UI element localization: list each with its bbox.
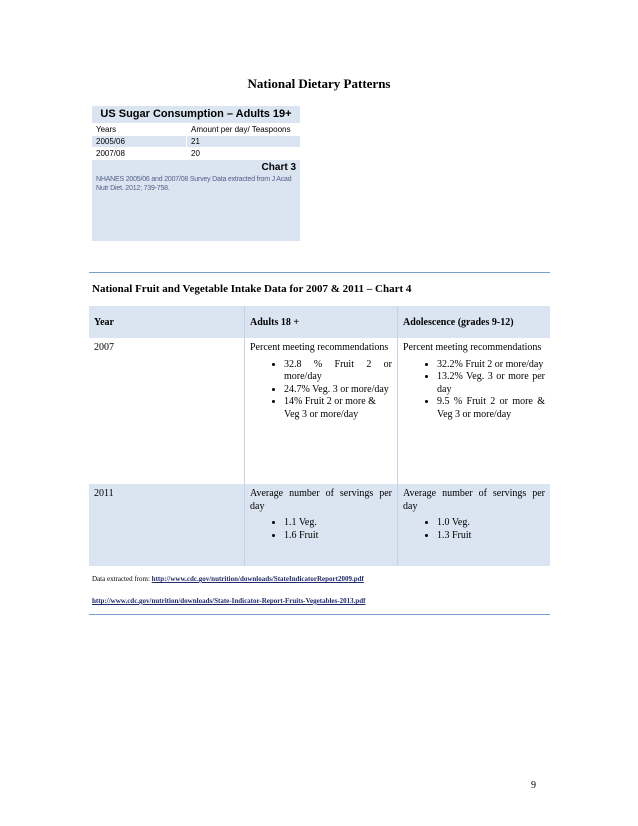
adol-2011-list [403, 517, 545, 542]
list-item: • 13.2% Veg. 3 or more per day [437, 371, 545, 396]
adults-2011-intro: Average number of servings per day [250, 488, 392, 512]
table-row-value: 21 [187, 136, 301, 148]
list-item: • 1.6 Fruit [284, 530, 392, 543]
list-item: • 9.5 % Fruit 2 or more & Veg 3 or more/day [437, 396, 545, 421]
table-row [89, 338, 550, 484]
list-item: • 32.2% Fruit 2 or more/day [437, 359, 545, 372]
header-year: Year [89, 306, 245, 338]
source-link-1[interactable]: http://www.cdc.gov/nutrition/downloads/StateIndicatorReport2009.pdf [151, 575, 364, 583]
adol-2011-intro: Average number of servings per day [403, 488, 545, 512]
list-item: • 32.8 % Fruit 2 or more/day [284, 359, 392, 384]
source-line-2 [92, 597, 365, 605]
chart3-label: Chart 3 [92, 159, 300, 173]
source-line-1 [92, 575, 364, 583]
chart3-title: US Sugar Consumption – Adults 19+ [92, 106, 300, 123]
page-number: 9 [531, 780, 536, 791]
adol-2007-intro: Percent meeting recommendations [403, 342, 542, 353]
list-item: • 14% Fruit 2 or more & Veg 3 or more/day [284, 396, 392, 421]
table-row [89, 484, 550, 566]
divider [89, 614, 550, 615]
chart3-grid [92, 123, 300, 159]
source-link-2[interactable]: http://www.cdc.gov/nutrition/downloads/State-Indicator-Report-Fruits-Vegetables-2013.pdf [92, 597, 366, 605]
header-amount: Amount per day/ Teaspoons [187, 124, 301, 136]
list-item: • 24.7% Veg. 3 or more/day [284, 384, 392, 397]
table-row-year: 2005/06 [92, 136, 187, 148]
adults-2007-list [250, 359, 392, 422]
table-row-value: 20 [187, 148, 301, 160]
table-row-year: 2007/08 [92, 148, 187, 160]
source-prefix: Data extracted from: [92, 575, 152, 583]
header-years: Years [92, 124, 187, 136]
list-item: • 1.3 Fruit [437, 530, 545, 543]
adults-2011-list [250, 517, 392, 542]
chart3-source: NHANES 2005/06 and 2007/08 Survey Data extracted from J Acad Nutr Diet. 2012; 739-758. [96, 176, 292, 192]
adol-2007-list [403, 359, 545, 422]
list-item: • 1.0 Veg. [437, 517, 545, 530]
adults-2007-intro: Percent meeting recommendations [250, 342, 389, 353]
header-adults: Adults 18 + [245, 306, 398, 338]
list-item: • 1.1 Veg. [284, 517, 392, 530]
header-adolescence: Adolescence (grades 9-12) [398, 306, 551, 338]
chart4-title: National Fruit and Vegetable Intake Data for 2007 & 2011 – Chart 4 [92, 283, 412, 295]
fruit-veg-table [89, 306, 550, 566]
sugar-consumption-table [92, 106, 300, 241]
divider [89, 272, 550, 273]
year-2011: 2011 [89, 484, 245, 566]
year-2007: 2007 [89, 338, 245, 484]
page-title: National Dietary Patterns [247, 76, 391, 91]
